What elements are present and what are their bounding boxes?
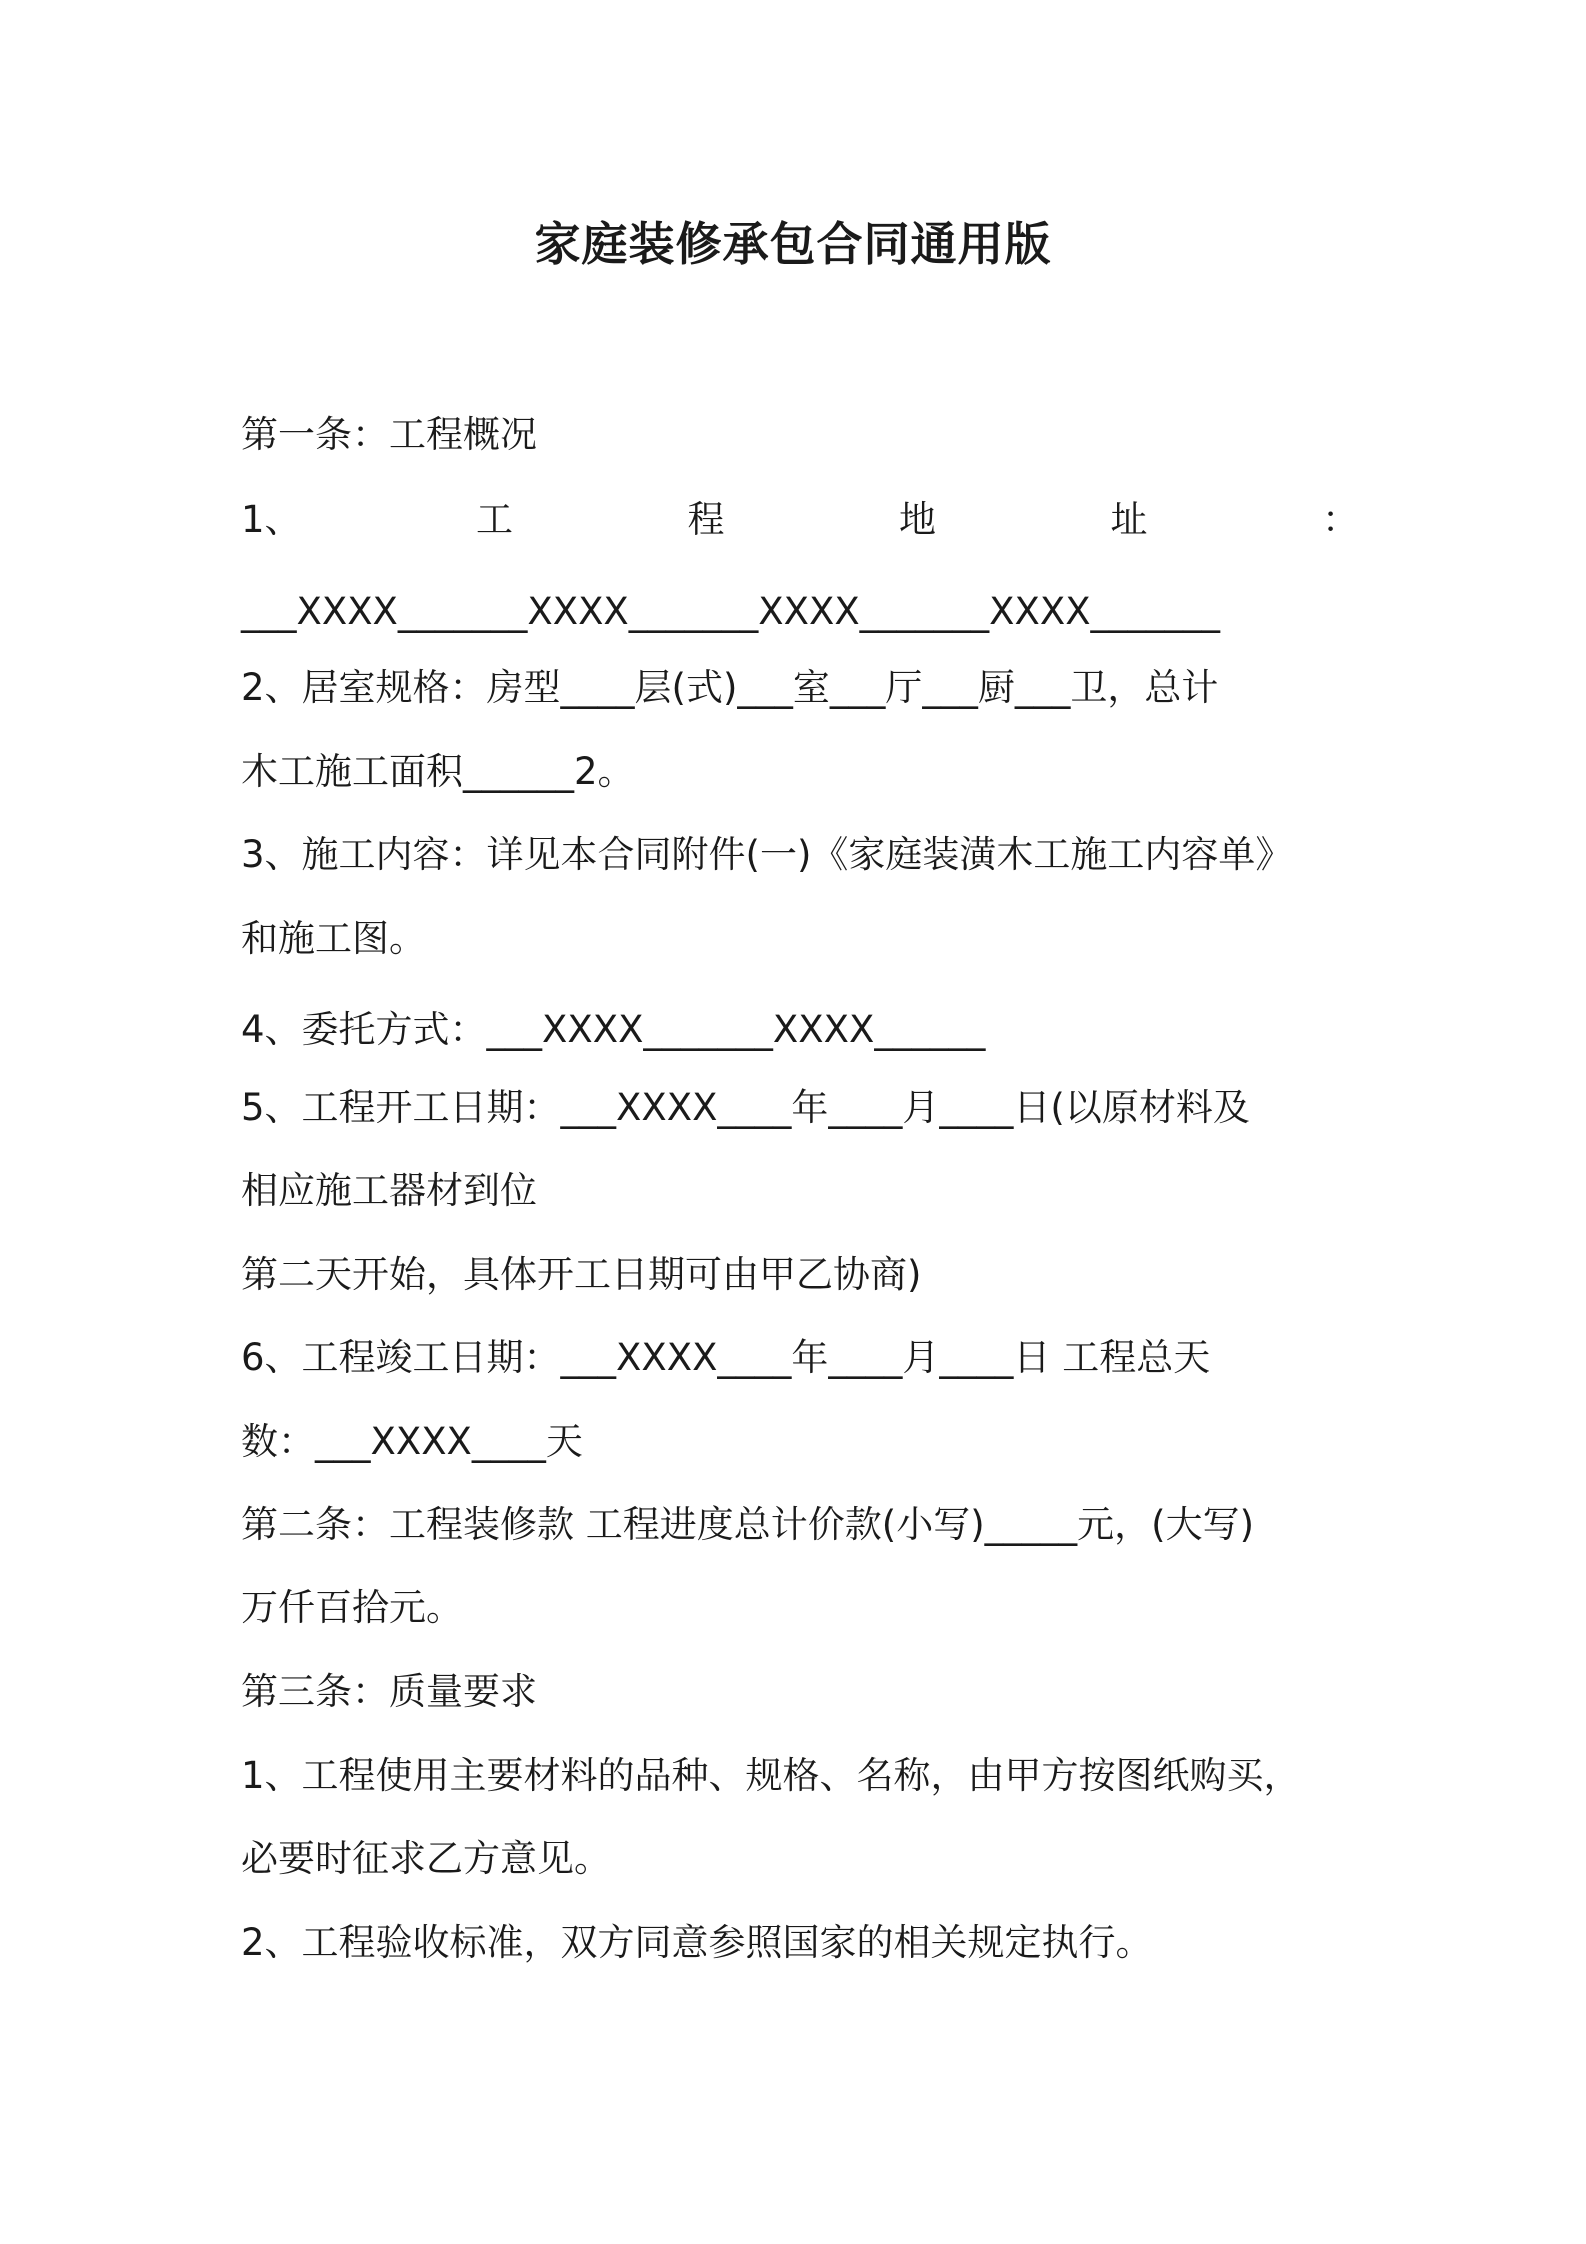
address-label (241, 495, 1359, 545)
item5-line1: 5、工程开工日期：___XXXX____年____月____日(以原材料及 (241, 1086, 1250, 1129)
item2-line1: 2、居室规格：房型____层(式)___室___厅___厨___卫，总计 (241, 666, 1219, 709)
address-label-char: 1、 (241, 498, 302, 541)
article2-line2: 万仟百拾元。 (241, 1586, 463, 1629)
article3-item1-line1: 1、工程使用主要材料的品种、规格、名称，由甲方按图纸购买， (241, 1754, 1301, 1797)
item5-line2: 相应施工器材到位 (241, 1169, 537, 1212)
item6-line1: 6、工程竣工日期：___XXXX____年____月____日 工程总天 (241, 1336, 1211, 1379)
article3-heading: 第三条：质量要求 (241, 1670, 537, 1713)
item5-line3: 第二天开始，具体开工日期可由甲乙协商) (241, 1253, 922, 1296)
article1-heading: 第一条：工程概况 (241, 413, 537, 456)
item3-line2: 和施工图。 (241, 917, 426, 960)
item2-line2: 木工施工面积______2。 (241, 750, 635, 793)
address-blank: ___XXXX_______XXXX_______XXXX_______XXXX_______ (241, 590, 1221, 633)
item6-line2: 数：___XXXX____天 (241, 1420, 583, 1463)
address-label-char: 程 (687, 498, 725, 541)
article2-line1: 第二条：工程装修款 工程进度总计价款(小写)_____元，(大写) (241, 1503, 1255, 1546)
address-label-char: 址 (1110, 498, 1148, 541)
address-label-char: 地 (899, 498, 936, 541)
item4: 4、委托方式：___XXXX_______XXXX______ (241, 1008, 986, 1051)
address-label-char: 工 (476, 498, 514, 541)
article3-item1-line2: 必要时征求乙方意见。 (241, 1837, 611, 1880)
article3-item2: 2、工程验收标准，双方同意参照国家的相关规定执行。 (241, 1921, 1153, 1964)
item3-line1: 3、施工内容：详见本合同附件(一)《家庭装潢木工施工内容单》 (241, 833, 1293, 876)
address-label-char: ： (1321, 498, 1359, 541)
document-title: 家庭装修承包合同通用版 (534, 217, 1052, 271)
